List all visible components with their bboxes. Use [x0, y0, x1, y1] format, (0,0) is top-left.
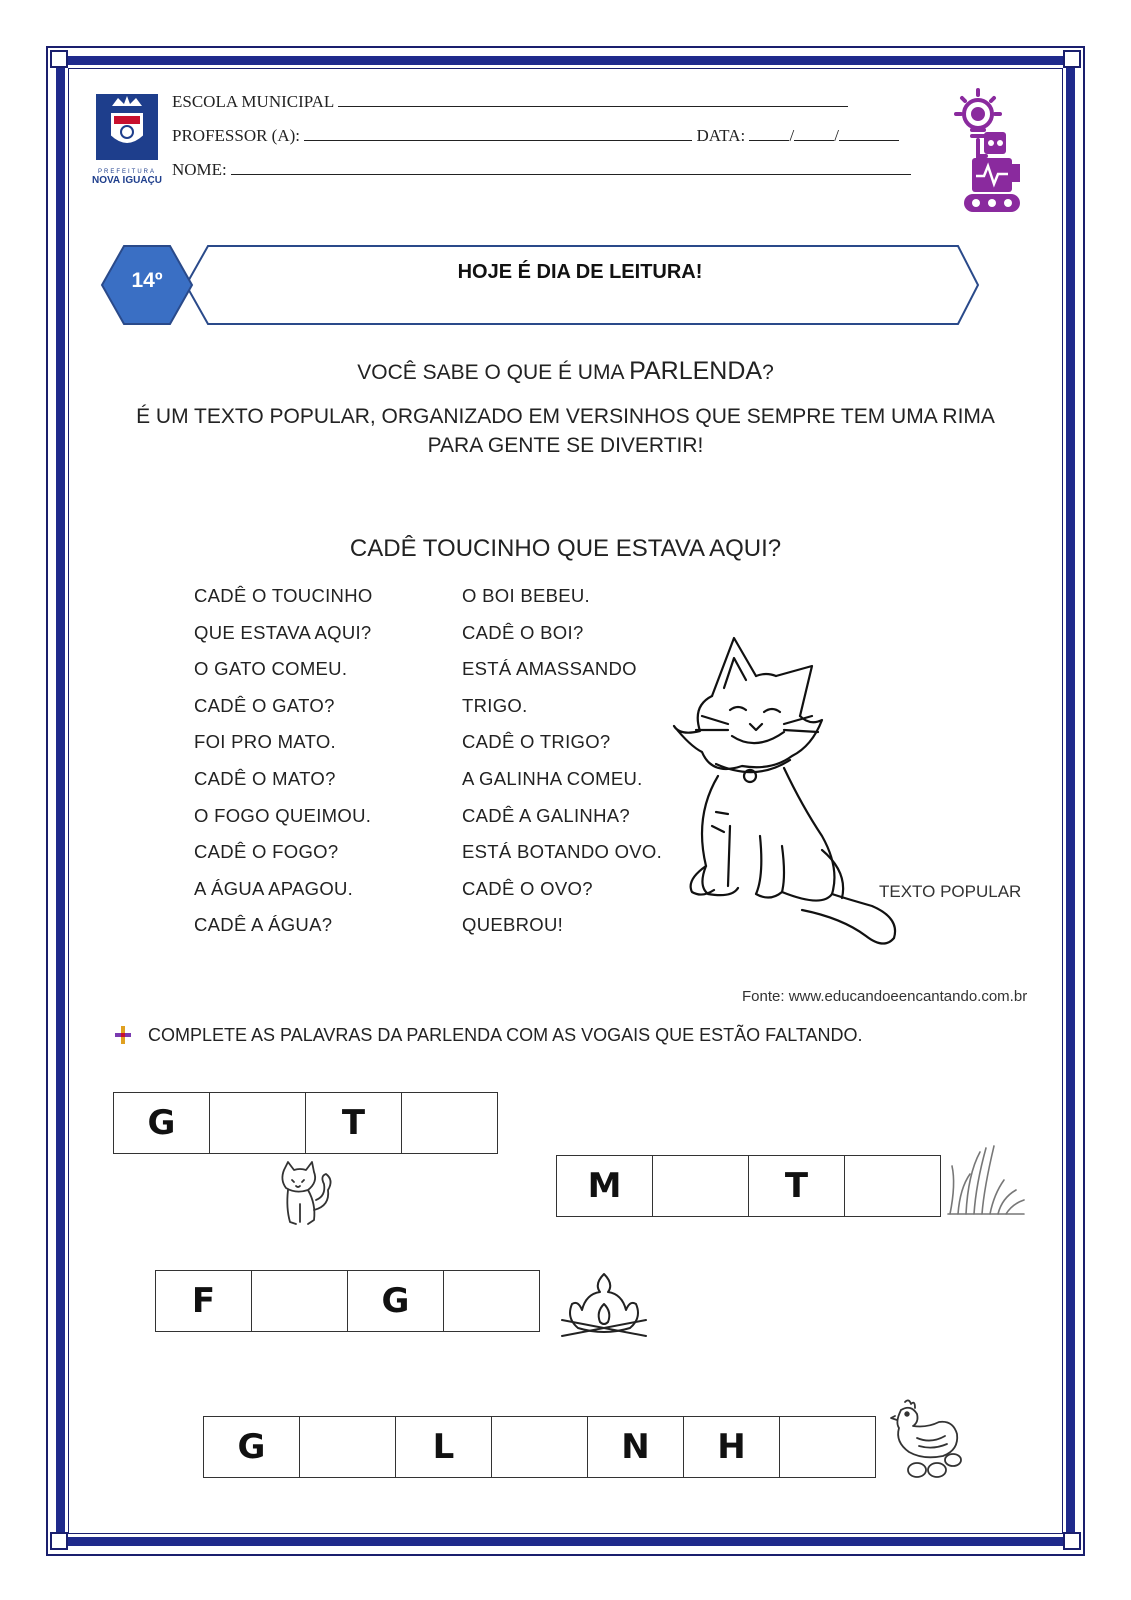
question-prefix: VOCÊ SABE O QUE É UMA	[357, 361, 624, 384]
verse-line: O GATO COMEU.	[194, 658, 348, 680]
letter-box-blank[interactable]	[780, 1417, 875, 1477]
letter-box-blank[interactable]	[444, 1271, 539, 1331]
date-year-line[interactable]	[839, 126, 899, 141]
letter-box-blank[interactable]	[653, 1156, 749, 1216]
exercise-instruction: COMPLETE AS PALAVRAS DA PARLENDA COM AS VOGAIS QUE ESTÃO FALTANDO.	[148, 1025, 863, 1045]
letter-box: G	[348, 1271, 444, 1331]
verse-line: CADÊ O OVO?	[462, 877, 593, 899]
coat-of-arms-icon	[88, 92, 166, 164]
verse-line: QUE ESTAVA AQUI?	[194, 621, 372, 643]
letter-box: G	[204, 1417, 300, 1477]
municipal-logo	[88, 92, 166, 190]
date-day-line[interactable]	[749, 126, 789, 141]
name-line[interactable]	[231, 160, 911, 175]
banner-title: HOJE É DIA DE LEITURA!	[457, 261, 703, 283]
word-mato-boxes	[556, 1155, 941, 1217]
verse-line: ESTÁ AMASSANDO	[462, 658, 637, 680]
letter-box-blank[interactable]	[300, 1417, 396, 1477]
cat-icon	[672, 636, 922, 966]
date-separator-2: /	[834, 126, 839, 145]
word-galinha-boxes	[203, 1416, 876, 1478]
intro-question	[0, 357, 1131, 386]
definition-line-2: PARA GENTE SE DIVERTIR!	[427, 434, 704, 457]
parlenda-definition	[60, 402, 1071, 460]
verse-line: CADÊ O FOGO?	[194, 841, 339, 863]
date-separator-1: /	[789, 126, 795, 145]
verse-line: O FOGO QUEIMOU.	[194, 804, 372, 826]
letter-box: T	[306, 1093, 402, 1153]
date-label: DATA:	[696, 126, 746, 145]
school-field	[172, 92, 848, 112]
letter-box-blank[interactable]	[845, 1156, 940, 1216]
date-month-line[interactable]	[794, 126, 834, 141]
letter-box: T	[749, 1156, 845, 1216]
name-label: NOME:	[172, 160, 227, 179]
verse-line: QUEBROU!	[462, 914, 564, 936]
verse-line: ESTÁ BOTANDO OVO.	[462, 841, 663, 863]
cat-illustration	[672, 636, 922, 971]
word-fogo-boxes	[155, 1270, 540, 1332]
word-gato-boxes	[113, 1092, 498, 1154]
poem-column-1	[194, 578, 373, 944]
letter-box-blank[interactable]	[492, 1417, 588, 1477]
letter-box-blank[interactable]	[210, 1093, 306, 1153]
verse-line: CADÊ O BOI?	[462, 621, 584, 643]
question-keyword: PARLENDA	[629, 357, 763, 385]
verse-line: A GALINHA COMEU.	[462, 767, 643, 789]
letter-box: L	[396, 1417, 492, 1477]
letter-box-blank[interactable]	[402, 1093, 497, 1153]
verse-line: CADÊ A GALINHA?	[462, 804, 630, 826]
letter-box: M	[557, 1156, 653, 1216]
letter-box: H	[684, 1417, 780, 1477]
letter-box-blank[interactable]	[252, 1271, 348, 1331]
verse-line: O BOI BEBEU.	[462, 585, 590, 606]
campfire-icon	[556, 1270, 652, 1347]
poem-title: CADÊ TOUCINHO QUE ESTAVA AQUI?	[349, 535, 782, 562]
definition-line-1: É UM TEXTO POPULAR, ORGANIZADO EM VERSINHOS QUE SEMPRE TEM UMA RIMA	[136, 405, 995, 428]
kitten-icon	[278, 1160, 340, 1233]
verse-line: CADÊ O TOUCINHO	[194, 585, 373, 606]
poem-source: Fonte: www.educandoeencantando.com.br	[742, 988, 1028, 1005]
instruction-bullet-icon	[115, 1026, 131, 1049]
teacher-line[interactable]	[304, 126, 692, 141]
poem-column-2	[462, 578, 662, 944]
logo-caption-bottom: NOVA IGUAÇU	[92, 175, 162, 186]
letter-box: G	[114, 1093, 210, 1153]
verse-line: CADÊ O TRIGO?	[462, 731, 611, 753]
verse-line: CADÊ O MATO?	[194, 767, 336, 789]
teacher-date-field	[172, 126, 899, 146]
poem-attribution: TEXTO POPULAR	[879, 882, 1022, 901]
verse-line: CADÊ A ÁGUA?	[194, 914, 333, 936]
verse-line: FOI PRO MATO.	[194, 731, 336, 753]
letter-box: N	[588, 1417, 684, 1477]
frame-corner-top-left	[50, 50, 68, 68]
frame-corner-top-right	[1063, 50, 1081, 68]
verse-line: A ÁGUA APAGOU.	[194, 877, 354, 899]
hen-with-eggs-icon	[887, 1398, 965, 1487]
frame-corner-bottom-right	[1063, 1532, 1081, 1550]
robot-lightbulb-icon	[950, 86, 1030, 226]
letter-box: F	[156, 1271, 252, 1331]
verse-line: CADÊ O GATO?	[194, 694, 335, 716]
school-line[interactable]	[338, 92, 848, 107]
lesson-number-badge: 14º	[131, 269, 163, 292]
question-mark: ?	[762, 361, 774, 384]
frame-corner-bottom-left	[50, 1532, 68, 1550]
school-label: ESCOLA MUNICIPAL	[172, 92, 334, 111]
student-name-field	[172, 160, 911, 180]
grass-icon	[946, 1144, 1026, 1221]
verse-line: TRIGO.	[462, 694, 528, 716]
teacher-label: PROFESSOR (A):	[172, 126, 301, 145]
logo-caption-top: PREFEITURA	[97, 169, 156, 175]
lesson-banner	[100, 244, 980, 331]
